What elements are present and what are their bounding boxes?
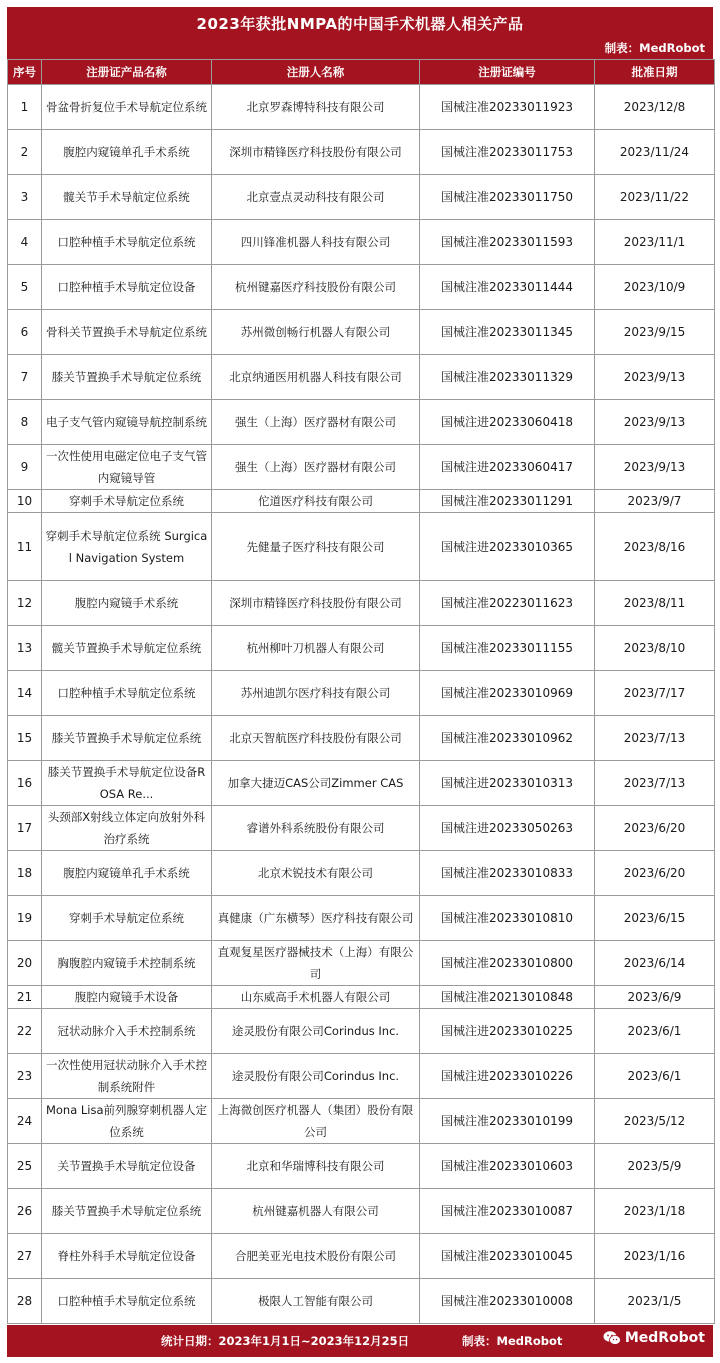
cell-no: 5 bbox=[8, 265, 42, 310]
column-header-reg: 注册证编号 bbox=[420, 60, 595, 85]
maker-label-top: 制表：MedRobot bbox=[604, 41, 705, 55]
table-row bbox=[8, 400, 715, 445]
cell-company: 强生（上海）医疗器材有限公司 bbox=[212, 400, 420, 445]
column-header-company: 注册人名称 bbox=[212, 60, 420, 85]
table-row bbox=[8, 355, 715, 400]
cell-date: 2023/5/12 bbox=[595, 1099, 715, 1144]
cell-no: 19 bbox=[8, 896, 42, 941]
cell-reg: 国械注准20233010087 bbox=[420, 1189, 595, 1234]
cell-no: 23 bbox=[8, 1054, 42, 1099]
cell-no: 25 bbox=[8, 1144, 42, 1189]
cell-reg: 国械注准20233010962 bbox=[420, 716, 595, 761]
cell-reg: 国械注准20233011155 bbox=[420, 626, 595, 671]
cell-date: 2023/11/22 bbox=[595, 175, 715, 220]
maker-label-bottom: 制表：MedRobot bbox=[462, 1334, 563, 1348]
cell-date: 2023/9/7 bbox=[595, 490, 715, 513]
table-row bbox=[8, 1144, 715, 1189]
cell-product: 头颈部X射线立体定向放射外科治疗系统 bbox=[42, 806, 212, 851]
table-row bbox=[8, 85, 715, 130]
cell-no: 15 bbox=[8, 716, 42, 761]
cell-product: 口腔种植手术导航定位设备 bbox=[42, 265, 212, 310]
cell-reg: 国械注准20213010848 bbox=[420, 986, 595, 1009]
cell-company: 加拿大捷迈CAS公司Zimmer CAS bbox=[212, 761, 420, 806]
cell-date: 2023/8/11 bbox=[595, 581, 715, 626]
cell-product: Mona Lisa前列腺穿刺机器人定位系统 bbox=[42, 1099, 212, 1144]
table-row bbox=[8, 671, 715, 716]
cell-product: 膝关节置换手术导航定位系统 bbox=[42, 1189, 212, 1234]
cell-product: 脊柱外科手术导航定位设备 bbox=[42, 1234, 212, 1279]
cell-product: 髋关节置换手术导航定位系统 bbox=[42, 626, 212, 671]
table-row bbox=[8, 513, 715, 581]
table-row bbox=[8, 175, 715, 220]
cell-date: 2023/11/24 bbox=[595, 130, 715, 175]
cell-date: 2023/10/9 bbox=[595, 265, 715, 310]
cell-company: 北京罗森博特科技有限公司 bbox=[212, 85, 420, 130]
cell-product: 腹腔内窥镜单孔手术系统 bbox=[42, 851, 212, 896]
cell-product: 腹腔内窥镜手术设备 bbox=[42, 986, 212, 1009]
table-row bbox=[8, 761, 715, 806]
cell-company: 北京术锐技术有限公司 bbox=[212, 851, 420, 896]
cell-company: 深圳市精锋医疗科技股份有限公司 bbox=[212, 581, 420, 626]
cell-reg: 国械注准20233010969 bbox=[420, 671, 595, 716]
cell-no: 27 bbox=[8, 1234, 42, 1279]
cell-company: 真健康（广东横琴）医疗科技有限公司 bbox=[212, 896, 420, 941]
cell-no: 22 bbox=[8, 1009, 42, 1054]
cell-company: 北京天智航医疗科技股份有限公司 bbox=[212, 716, 420, 761]
cell-date: 2023/9/13 bbox=[595, 355, 715, 400]
cell-date: 2023/6/14 bbox=[595, 941, 715, 986]
cell-product: 口腔种植手术导航定位系统 bbox=[42, 220, 212, 265]
cell-reg: 国械注准20233011291 bbox=[420, 490, 595, 513]
cell-no: 13 bbox=[8, 626, 42, 671]
cell-reg: 国械注准20233011345 bbox=[420, 310, 595, 355]
product-table bbox=[7, 59, 715, 1324]
cell-date: 2023/9/15 bbox=[595, 310, 715, 355]
cell-company: 北京壹点灵动科技有限公司 bbox=[212, 175, 420, 220]
table-row bbox=[8, 1099, 715, 1144]
cell-company: 杭州键嘉医疗科技股份有限公司 bbox=[212, 265, 420, 310]
cell-company: 途灵股份有限公司Corindus Inc. bbox=[212, 1054, 420, 1099]
cell-reg: 国械注准20233011444 bbox=[420, 265, 595, 310]
cell-reg: 国械注准20233011329 bbox=[420, 355, 595, 400]
cell-date: 2023/6/1 bbox=[595, 1009, 715, 1054]
cell-no: 17 bbox=[8, 806, 42, 851]
cell-reg: 国械注准20233011593 bbox=[420, 220, 595, 265]
cell-reg: 国械注准20233011750 bbox=[420, 175, 595, 220]
table-row bbox=[8, 1054, 715, 1099]
cell-date: 2023/6/1 bbox=[595, 1054, 715, 1099]
table-row bbox=[8, 581, 715, 626]
cell-date: 2023/6/9 bbox=[595, 986, 715, 1009]
cell-product: 穿刺手术导航定位系统 Surgical Navigation System bbox=[42, 513, 212, 581]
cell-reg: 国械注进20233010313 bbox=[420, 761, 595, 806]
table-row bbox=[8, 626, 715, 671]
cell-no: 8 bbox=[8, 400, 42, 445]
cell-no: 1 bbox=[8, 85, 42, 130]
cell-reg: 国械注准20233011753 bbox=[420, 130, 595, 175]
cell-no: 9 bbox=[8, 445, 42, 490]
cell-company: 强生（上海）医疗器材有限公司 bbox=[212, 445, 420, 490]
cell-company: 途灵股份有限公司Corindus Inc. bbox=[212, 1009, 420, 1054]
cell-company: 四川锋准机器人科技有限公司 bbox=[212, 220, 420, 265]
cell-reg: 国械注准20233010199 bbox=[420, 1099, 595, 1144]
table-row bbox=[8, 1234, 715, 1279]
cell-product: 膝关节置换手术导航定位系统 bbox=[42, 716, 212, 761]
table-row bbox=[8, 490, 715, 513]
title-bar bbox=[7, 7, 713, 59]
cell-reg: 国械注准20233011923 bbox=[420, 85, 595, 130]
cell-date: 2023/1/5 bbox=[595, 1279, 715, 1324]
cell-no: 4 bbox=[8, 220, 42, 265]
cell-date: 2023/5/9 bbox=[595, 1144, 715, 1189]
column-header-product: 注册证产品名称 bbox=[42, 60, 212, 85]
cell-company: 睿谱外科系统股份有限公司 bbox=[212, 806, 420, 851]
column-header-date: 批准日期 bbox=[595, 60, 715, 85]
cell-date: 2023/12/8 bbox=[595, 85, 715, 130]
table-row bbox=[8, 310, 715, 355]
cell-company: 合肥美亚光电技术股份有限公司 bbox=[212, 1234, 420, 1279]
table-row bbox=[8, 1009, 715, 1054]
cell-reg: 国械注准20233010833 bbox=[420, 851, 595, 896]
cell-no: 14 bbox=[8, 671, 42, 716]
cell-no: 7 bbox=[8, 355, 42, 400]
document-frame bbox=[1, 1, 719, 1361]
cell-no: 20 bbox=[8, 941, 42, 986]
cell-date: 2023/1/18 bbox=[595, 1189, 715, 1234]
cell-no: 12 bbox=[8, 581, 42, 626]
cell-date: 2023/6/20 bbox=[595, 851, 715, 896]
cell-date: 2023/8/16 bbox=[595, 513, 715, 581]
table-row bbox=[8, 445, 715, 490]
cell-date: 2023/11/1 bbox=[595, 220, 715, 265]
table-row bbox=[8, 265, 715, 310]
cell-reg: 国械注准20233010800 bbox=[420, 941, 595, 986]
cell-reg: 国械注准20233010008 bbox=[420, 1279, 595, 1324]
cell-company: 北京纳通医用机器人科技有限公司 bbox=[212, 355, 420, 400]
table-header-row bbox=[8, 60, 715, 85]
cell-company: 杭州柳叶刀机器人有限公司 bbox=[212, 626, 420, 671]
cell-company: 北京和华瑞博科技有限公司 bbox=[212, 1144, 420, 1189]
table-row bbox=[8, 1279, 715, 1324]
cell-reg: 国械注进20233010226 bbox=[420, 1054, 595, 1099]
cell-date: 2023/7/13 bbox=[595, 761, 715, 806]
cell-no: 21 bbox=[8, 986, 42, 1009]
cell-company: 苏州微创畅行机器人有限公司 bbox=[212, 310, 420, 355]
table-row bbox=[8, 130, 715, 175]
cell-company: 佗道医疗科技有限公司 bbox=[212, 490, 420, 513]
cell-company: 山东威高手术机器人有限公司 bbox=[212, 986, 420, 1009]
cell-no: 18 bbox=[8, 851, 42, 896]
footer-bar bbox=[7, 1325, 713, 1357]
cell-reg: 国械注准20233010045 bbox=[420, 1234, 595, 1279]
table-row bbox=[8, 851, 715, 896]
cell-reg: 国械注进20233010365 bbox=[420, 513, 595, 581]
cell-company: 先健量子医疗科技有限公司 bbox=[212, 513, 420, 581]
brand-logo bbox=[603, 1330, 705, 1346]
cell-product: 口腔种植手术导航定位系统 bbox=[42, 1279, 212, 1324]
cell-product: 膝关节置换手术导航定位设备ROSA Re... bbox=[42, 761, 212, 806]
cell-date: 2023/7/13 bbox=[595, 716, 715, 761]
table-row bbox=[8, 986, 715, 1009]
cell-no: 10 bbox=[8, 490, 42, 513]
cell-product: 膝关节置换手术导航定位系统 bbox=[42, 355, 212, 400]
page-title: 2023年获批NMPA的中国手术机器人相关产品 bbox=[196, 15, 524, 33]
cell-reg: 国械注进20233060418 bbox=[420, 400, 595, 445]
cell-reg: 国械注进20233060417 bbox=[420, 445, 595, 490]
cell-no: 2 bbox=[8, 130, 42, 175]
cell-reg: 国械注准20223011623 bbox=[420, 581, 595, 626]
cell-no: 6 bbox=[8, 310, 42, 355]
cell-product: 一次性使用冠状动脉介入手术控制系统附件 bbox=[42, 1054, 212, 1099]
cell-company: 杭州键嘉机器人有限公司 bbox=[212, 1189, 420, 1234]
cell-product: 关节置换手术导航定位设备 bbox=[42, 1144, 212, 1189]
cell-reg: 国械注准20233010810 bbox=[420, 896, 595, 941]
table-row bbox=[8, 220, 715, 265]
cell-company: 上海微创医疗机器人（集团）股份有限公司 bbox=[212, 1099, 420, 1144]
table-row bbox=[8, 1189, 715, 1234]
cell-date: 2023/9/13 bbox=[595, 445, 715, 490]
cell-date: 2023/8/10 bbox=[595, 626, 715, 671]
table-row bbox=[8, 941, 715, 986]
cell-date: 2023/1/16 bbox=[595, 1234, 715, 1279]
cell-no: 26 bbox=[8, 1189, 42, 1234]
cell-product: 穿刺手术导航定位系统 bbox=[42, 896, 212, 941]
cell-product: 腹腔内窥镜单孔手术系统 bbox=[42, 130, 212, 175]
cell-no: 24 bbox=[8, 1099, 42, 1144]
cell-company: 直观复星医疗器械技术（上海）有限公司 bbox=[212, 941, 420, 986]
cell-product: 电子支气管内窥镜导航控制系统 bbox=[42, 400, 212, 445]
cell-product: 骨盆骨折复位手术导航定位系统 bbox=[42, 85, 212, 130]
cell-product: 口腔种植手术导航定位系统 bbox=[42, 671, 212, 716]
cell-company: 极限人工智能有限公司 bbox=[212, 1279, 420, 1324]
column-header-no: 序号 bbox=[8, 60, 42, 85]
cell-reg: 国械注进20233010225 bbox=[420, 1009, 595, 1054]
wechat-icon bbox=[603, 1330, 621, 1346]
cell-company: 深圳市精锋医疗科技股份有限公司 bbox=[212, 130, 420, 175]
table-row bbox=[8, 896, 715, 941]
cell-no: 3 bbox=[8, 175, 42, 220]
cell-date: 2023/6/20 bbox=[595, 806, 715, 851]
table-row bbox=[8, 806, 715, 851]
cell-product: 一次性使用电磁定位电子支气管内窥镜导管 bbox=[42, 445, 212, 490]
cell-product: 骨科关节置换手术导航定位系统 bbox=[42, 310, 212, 355]
cell-reg: 国械注进20233050263 bbox=[420, 806, 595, 851]
brand-name: MedRobot bbox=[624, 1330, 705, 1346]
table-body bbox=[8, 85, 715, 1324]
cell-date: 2023/6/15 bbox=[595, 896, 715, 941]
cell-no: 28 bbox=[8, 1279, 42, 1324]
cell-date: 2023/9/13 bbox=[595, 400, 715, 445]
cell-company: 苏州迪凯尔医疗科技有限公司 bbox=[212, 671, 420, 716]
cell-product: 髋关节手术导航定位系统 bbox=[42, 175, 212, 220]
cell-product: 腹腔内窥镜手术系统 bbox=[42, 581, 212, 626]
cell-no: 11 bbox=[8, 513, 42, 581]
cell-product: 胸腹腔内窥镜手术控制系统 bbox=[42, 941, 212, 986]
cell-product: 冠状动脉介入手术控制系统 bbox=[42, 1009, 212, 1054]
cell-date: 2023/7/17 bbox=[595, 671, 715, 716]
cell-no: 16 bbox=[8, 761, 42, 806]
table-row bbox=[8, 716, 715, 761]
cell-product: 穿刺手术导航定位系统 bbox=[42, 490, 212, 513]
cell-reg: 国械注准20233010603 bbox=[420, 1144, 595, 1189]
stats-date-range: 统计日期：2023年1月1日~2023年12月25日 bbox=[161, 1334, 410, 1348]
